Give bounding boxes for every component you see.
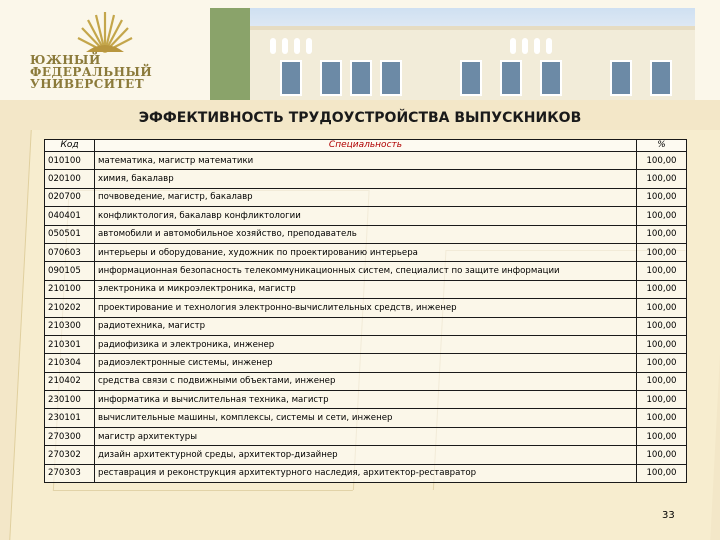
building-photo (210, 8, 695, 100)
cell-code: 210301 (45, 335, 95, 353)
cell-percent: 100,00 (637, 170, 687, 188)
table-row (45, 280, 687, 298)
cell-code: 210304 (45, 354, 95, 372)
building-window (350, 60, 372, 96)
logo-line-3: УНИВЕРСИТЕТ (30, 77, 145, 91)
cell-code: 210100 (45, 280, 95, 298)
building-window (280, 60, 302, 96)
cell-specialty: почвоведение, магистр, бакалавр (95, 188, 637, 206)
cell-code: 020700 (45, 188, 95, 206)
table-row (45, 170, 687, 188)
table-row (45, 335, 687, 353)
sunburst-logo-icon (76, 8, 134, 54)
cell-specialty: радиоэлектронные системы, инженер (95, 354, 637, 372)
table-row (45, 299, 687, 317)
table-row (45, 317, 687, 335)
table-row (45, 152, 687, 170)
table-row (45, 262, 687, 280)
cell-code: 230101 (45, 409, 95, 427)
balustrade (534, 38, 540, 54)
table-row (45, 446, 687, 464)
cell-percent: 100,00 (637, 354, 687, 372)
table-row (45, 372, 687, 390)
cell-percent: 100,00 (637, 372, 687, 390)
cell-percent: 100,00 (637, 464, 687, 482)
building-window (500, 60, 522, 96)
cell-percent: 100,00 (637, 207, 687, 225)
table-row (45, 225, 687, 243)
cell-code: 010100 (45, 152, 95, 170)
cell-specialty: электроника и микроэлектроника, магистр (95, 280, 637, 298)
cell-specialty: проектирование и технология электронно-вычислительных средств, инженер (95, 299, 637, 317)
table-header-row (45, 140, 687, 152)
page-number: 33 (662, 510, 675, 521)
balustrade (546, 38, 552, 54)
cell-percent: 100,00 (637, 427, 687, 445)
table-row (45, 464, 687, 482)
cell-specialty: радиотехника, магистр (95, 317, 637, 335)
table-row (45, 243, 687, 261)
cell-code: 270303 (45, 464, 95, 482)
header-percent: % (637, 140, 687, 152)
table-row (45, 354, 687, 372)
cell-code: 230100 (45, 391, 95, 409)
cell-specialty: информационная безопасность телекоммуникационных систем, специалист по защите информации (95, 262, 637, 280)
cell-specialty: конфликтология, бакалавр конфликтологии (95, 207, 637, 225)
cell-specialty: интерьеры и оборудование, художник по проектированию интерьера (95, 243, 637, 261)
cell-specialty: вычислительные машины, комплексы, системы и сети, инженер (95, 409, 637, 427)
cell-code: 050501 (45, 225, 95, 243)
building-window (460, 60, 482, 96)
cell-percent: 100,00 (637, 335, 687, 353)
cell-code: 210202 (45, 299, 95, 317)
university-name (30, 54, 180, 90)
employment-table (44, 139, 687, 483)
cell-percent: 100,00 (637, 317, 687, 335)
table-row (45, 391, 687, 409)
cell-specialty: реставрация и реконструкция архитектурного наследия, архитектор-реставратор (95, 464, 637, 482)
building-window (540, 60, 562, 96)
cell-percent: 100,00 (637, 409, 687, 427)
cell-specialty: магистр архитектуры (95, 427, 637, 445)
building-window (650, 60, 672, 96)
cell-code: 210300 (45, 317, 95, 335)
balustrade (522, 38, 528, 54)
balustrade (270, 38, 276, 54)
header-code: Код (45, 140, 95, 152)
cell-specialty: дизайн архитектурной среды, архитектор-дизайнер (95, 446, 637, 464)
cell-percent: 100,00 (637, 262, 687, 280)
table-row (45, 188, 687, 206)
cell-specialty: автомобили и автомобильное хозяйство, преподаватель (95, 225, 637, 243)
cell-code: 270302 (45, 446, 95, 464)
logo-line-2: ФЕДЕРАЛЬНЫЙ (30, 65, 153, 79)
table-row (45, 427, 687, 445)
balustrade (294, 38, 300, 54)
cell-percent: 100,00 (637, 225, 687, 243)
header-band (0, 0, 720, 100)
cell-percent: 100,00 (637, 299, 687, 317)
drawing-line (53, 490, 353, 491)
building-window (380, 60, 402, 96)
balustrade (306, 38, 312, 54)
cell-percent: 100,00 (637, 280, 687, 298)
balustrade (282, 38, 288, 54)
cell-specialty: информатика и вычислительная техника, магистр (95, 391, 637, 409)
cell-code: 070603 (45, 243, 95, 261)
tree (210, 8, 250, 100)
cell-percent: 100,00 (637, 243, 687, 261)
building-window (320, 60, 342, 96)
table-row (45, 207, 687, 225)
cell-percent: 100,00 (637, 152, 687, 170)
cell-specialty: химия, бакалавр (95, 170, 637, 188)
cell-specialty: математика, магистр математики (95, 152, 637, 170)
building-window (610, 60, 632, 96)
cell-code: 270300 (45, 427, 95, 445)
cell-code: 020100 (45, 170, 95, 188)
university-logo (30, 8, 180, 98)
cell-percent: 100,00 (637, 391, 687, 409)
cell-code: 090105 (45, 262, 95, 280)
cell-percent: 100,00 (637, 188, 687, 206)
header-specialty: Специальность (95, 140, 637, 152)
cell-specialty: радиофизика и электроника, инженер (95, 335, 637, 353)
balustrade (510, 38, 516, 54)
cell-code: 040401 (45, 207, 95, 225)
cell-percent: 100,00 (637, 446, 687, 464)
cell-code: 210402 (45, 372, 95, 390)
page-title: ЭФФЕКТИВНОСТЬ ТРУДОУСТРОЙСТВА ВЫПУСКНИКОВ (138, 110, 582, 126)
cell-specialty: средства связи с подвижными объектами, инженер (95, 372, 637, 390)
table-row (45, 409, 687, 427)
logo-line-1: ЮЖНЫЙ (30, 53, 101, 67)
